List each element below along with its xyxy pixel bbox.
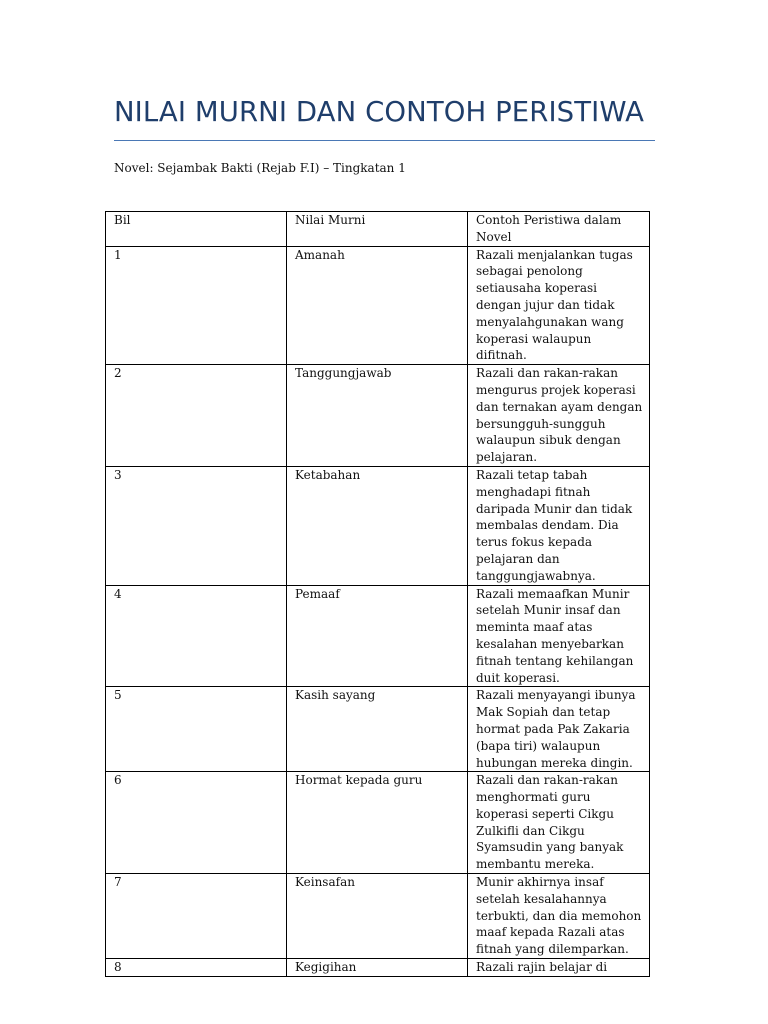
cell-contoh-peristiwa: Razali dan rakan-rakan menghormati guru koperasi seperti Cikgu Zulkifli dan Cikgu Syamsudin yang banyak membantu mereka. [468,772,650,874]
values-table-body [106,212,650,977]
table-row [106,772,650,874]
cell-bil: 3 [106,466,287,585]
table-row [106,874,650,959]
table-row [106,585,650,687]
document-subtitle: Novel: Sejambak Bakti (Rejab F.I) – Tingkatan 1 [114,161,406,175]
values-table [105,211,650,977]
cell-bil: 2 [106,365,287,467]
cell-nilai-murni: Keinsafan [287,874,468,959]
cell-bil: 8 [106,959,287,977]
title-underline [114,140,655,141]
cell-nilai-murni: Tanggungjawab [287,365,468,467]
header-bil: Bil [106,212,287,247]
cell-contoh-peristiwa: Razali rajin belajar di [468,959,650,977]
cell-contoh-peristiwa: Munir akhirnya insaf setelah kesalahannya terbukti, dan dia memohon maaf kepada Razali atas fitnah yang dilemparkan. [468,874,650,959]
table-row [106,246,650,365]
cell-nilai-murni: Kasih sayang [287,687,468,772]
cell-bil: 4 [106,585,287,687]
cell-contoh-peristiwa: Razali menjalankan tugas sebagai penolong setiausaha koperasi dengan jujur dan tidak menyalahgunakan wang koperasi walaupun difitnah. [468,246,650,365]
cell-nilai-murni: Amanah [287,246,468,365]
cell-contoh-peristiwa: Razali dan rakan-rakan mengurus projek koperasi dan ternakan ayam dengan bersungguh-sungguh walaupun sibuk dengan pelajaran. [468,365,650,467]
cell-nilai-murni: Pemaaf [287,585,468,687]
cell-contoh-peristiwa: Razali memaafkan Munir setelah Munir insaf dan meminta maaf atas kesalahan menyebarkan fitnah tentang kehilangan duit koperasi. [468,585,650,687]
cell-nilai-murni: Kegigihan [287,959,468,977]
table-row [106,959,650,977]
cell-bil: 5 [106,687,287,772]
cell-contoh-peristiwa: Razali menyayangi ibunya Mak Sopiah dan tetap hormat pada Pak Zakaria (bapa tiri) walaupun hubungan mereka dingin. [468,687,650,772]
cell-nilai-murni: Ketabahan [287,466,468,585]
header-contoh-peristiwa: Contoh Peristiwa dalam Novel [468,212,650,247]
table-row [106,687,650,772]
table-header-row [106,212,650,247]
cell-contoh-peristiwa: Razali tetap tabah menghadapi fitnah daripada Munir dan tidak membalas dendam. Dia terus fokus kepada pelajaran dan tanggungjawabnya. [468,466,650,585]
table-row [106,466,650,585]
cell-bil: 6 [106,772,287,874]
page-title: NILAI MURNI DAN CONTOH PERISTIWA [114,96,645,128]
table-row [106,365,650,467]
cell-bil: 1 [106,246,287,365]
cell-bil: 7 [106,874,287,959]
header-nilai-murni: Nilai Murni [287,212,468,247]
cell-nilai-murni: Hormat kepada guru [287,772,468,874]
